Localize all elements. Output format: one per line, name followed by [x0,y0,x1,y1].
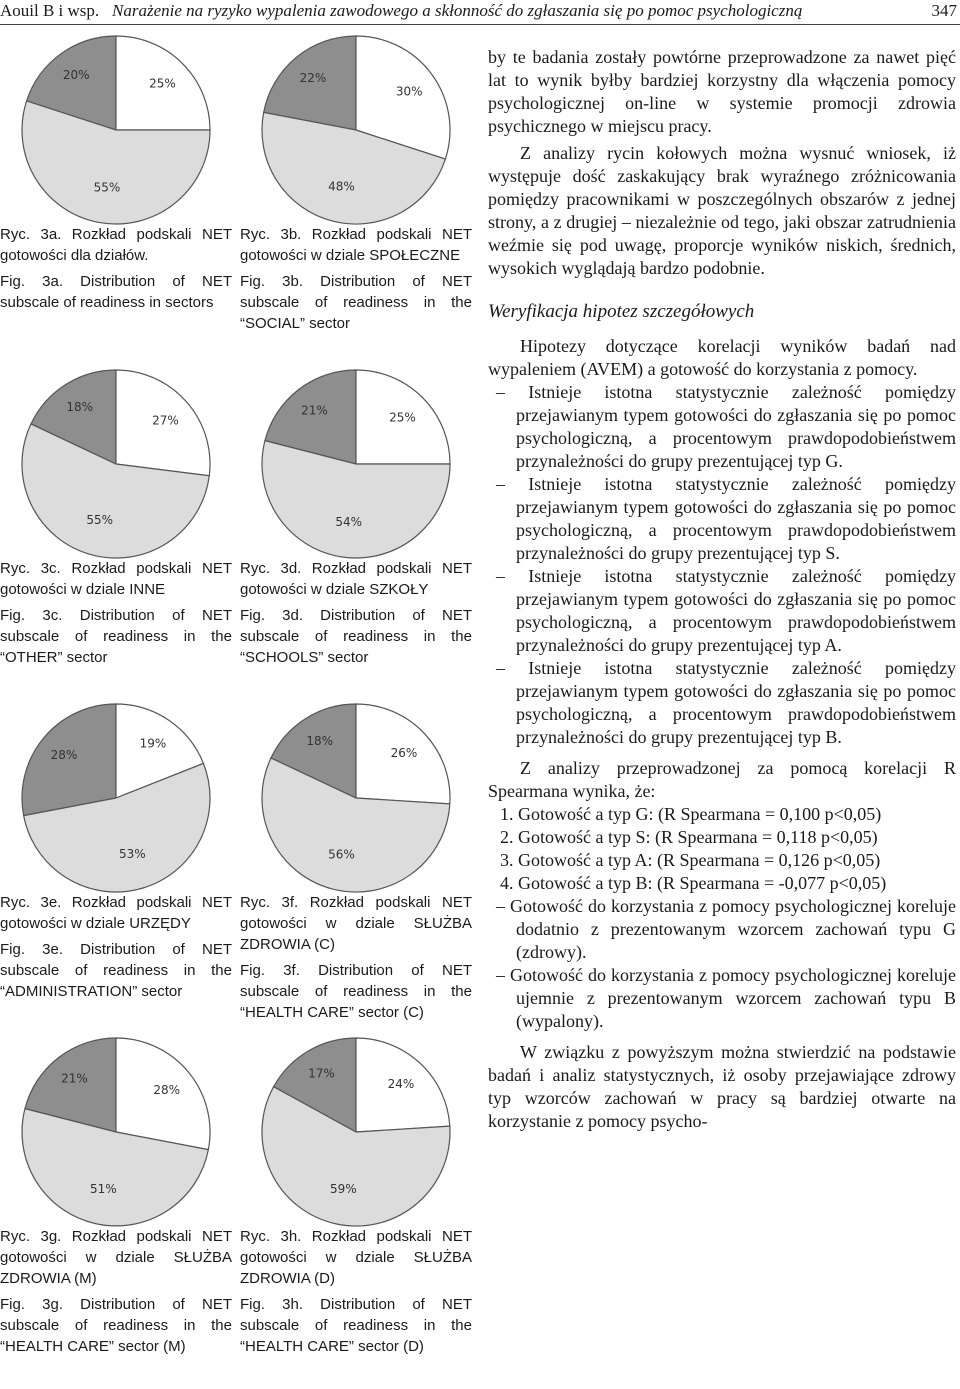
figure-caption [0,1226,232,1357]
caption-en: Fig. 3h. Distribution of NET subscale of readiness in the “HEALTH CARE” sector (D) [240,1296,472,1355]
results-list [488,803,956,895]
figure-caption [0,224,232,313]
figure-3h [240,1042,472,1357]
pie-slice-label: 30% [395,84,423,99]
pie-slice-label: 53% [118,847,146,861]
pie-slice-label: 56% [328,847,355,862]
pie-chart-3b [240,40,472,220]
pie-slice-label: 28% [50,747,78,762]
caption-en: Fig. 3f. Distribution of NET subscale of readiness in the “HEALTH CARE” sector (C) [240,962,472,1021]
list-item: – Istnieje istotna statystycznie zależność pomiędzy przejawianym typem gotowości do zgłaszania się po pomoc psychologiczną, a procentowym prawdopodobieństwem przynależności do grupy prezentującej typ A. [496,566,956,655]
pie-slice-label: 54% [335,514,363,529]
caption-en: Fig. 3b. Distribution of NET subscale of readiness in the “SOCIAL” sector [240,273,472,332]
figure-3g [0,1042,232,1357]
list-item: – Gotowość do korzystania z pomocy psychologicznej koreluje ujemnie z prezentowanym wzorcem zachowań typu B (wypalony). [496,965,956,1031]
hypotheses-list [488,381,956,749]
pie-chart-3f [240,708,472,888]
pie-chart-3c [0,374,232,554]
body-text-column [488,46,956,1133]
list-item: – Istnieje istotna statystycznie zależność pomiędzy przejawianym typem gotowości do zgłaszania się po pomoc psychologiczną, a procentowym prawdopodobieństwem przynależności do grupy prezentującej typ S. [496,474,956,563]
figure-3b [240,40,472,334]
pie-slice-label: 24% [387,1077,415,1091]
header-authors: Aouil B i wsp. [0,1,100,20]
paragraph: W związku z powyższym można stwierdzić na podstawie badań i analiz statystycznych, iż osoby przejawiające zdrowy typ wzorców zachowań w pracy są bardziej otwarte na korzystanie z pomocy psycho- [488,1042,956,1131]
caption-en: Fig. 3c. Distribution of NET subscale of readiness in the “OTHER” sector [0,607,232,666]
pie-chart-3d [240,374,472,554]
paragraph: Hipotezy dotyczące korelacji wyników badań nad wypaleniem (AVEM) a gotowość do korzystania z pomocy. [488,336,956,379]
pie-chart-3g [0,1042,232,1222]
pie-slice-label: 20% [62,68,90,83]
figure-3f [240,708,472,1023]
pie-slice-label: 27% [152,413,179,428]
pie-slice-label: 55% [93,180,121,195]
figure-caption [240,224,472,334]
page-number: 347 [931,1,957,20]
figure-caption [0,558,232,668]
list-item: 1. Gotowość a typ G: (R Spearmana = 0,100 p<0,05) [500,804,882,824]
figure-3e [0,708,232,1002]
figure-caption [240,892,472,1023]
paragraph: by te badania zostały powtórne przeprowadzone za nawet pięć lat to wynik byłby bardziej korzystny dla włączenia pomocy psychologicznej on-line w systemie promocji zdrowia psychicznego w miejscu pracy. [488,47,956,136]
pie-slice-label: 19% [139,736,167,751]
figure-caption [240,558,472,668]
pie-slice-label: 21% [301,403,328,418]
list-item: – Istnieje istotna statystycznie zależność pomiędzy przejawianym typem gotowości do zgłaszania się po pomoc psychologiczną, a procentowym prawdopodobieństwem przynależności do grupy prezentującej typ G. [496,382,956,471]
pie-slice-label: 18% [306,733,334,748]
caption-pl: Ryc. 3f. Rozkład podskali NET gotowości w dziale SŁUŻBA ZDROWIA (C) [240,894,472,953]
figure-3d [240,374,472,668]
caption-pl: Ryc. 3c. Rozkład podskali NET gotowości w dziale INNE [0,560,232,598]
caption-pl: Ryc. 3d. Rozkład podskali NET gotowości w dziale SZKOŁY [240,560,472,598]
caption-en: Fig. 3d. Distribution of NET subscale of readiness in the “SCHOOLS” sector [240,607,472,666]
pie-slice-label: 21% [61,1071,88,1086]
pie-slice-label: 59% [329,1181,357,1196]
paragraph: Z analizy rycin kołowych można wysnuć wniosek, iż występuje dość zaskakujący brak wyraźnego zróżnicowania pomiędzy pracownikami w poszczególnych obszarów z jednej strony, a z drugiej – niezależnie od tego, jaki obszar zatrudnienia weźmie się pod uwagę, proporcje wyników niskich, średnich, wysokich wyglądają bardzo podobnie. [488,143,956,278]
pie-chart-3a [0,40,232,220]
pie-slice-label: 51% [89,1181,117,1196]
list-item: 4. Gotowość a typ B: (R Spearmana = -0,077 p<0,05) [500,873,887,893]
pie-slice-label: 25% [389,410,416,425]
pie-slice-label: 55% [86,513,114,527]
pie-slice-label: 22% [299,70,327,85]
caption-pl: Ryc. 3h. Rozkład podskali NET gotowości w dziale SŁUŻBA ZDROWIA (D) [240,1228,472,1287]
pie-slice-label: 26% [390,746,418,760]
header-rule [0,24,960,25]
pie-chart-3h [240,1042,472,1222]
list-item: – Gotowość do korzystania z pomocy psychologicznej koreluje dodatnio z prezentowanym wzorcem zachowań typu G (zdrowy). [496,896,956,962]
caption-pl: Ryc. 3b. Rozkład podskali NET gotowości w dziale SPOŁECZNE [240,226,472,264]
list-item: 3. Gotowość a typ A: (R Spearmana = 0,126 p<0,05) [500,850,881,870]
list-item: 2. Gotowość a typ S: (R Spearmana = 0,118 p<0,05) [500,827,878,847]
conclusions-list [488,895,956,1033]
list-item: – Istnieje istotna statystycznie zależność pomiędzy przejawianym typem gotowości do zgłaszania się po pomoc psychologiczną, a procentowym prawdopodobieństwem przynależności do grupy prezentującej typ B. [496,658,956,747]
figure-caption [0,892,232,1002]
caption-pl: Ryc. 3g. Rozkład podskali NET gotowości w dziale SŁUŻBA ZDROWIA (M) [0,1228,232,1287]
caption-pl: Ryc. 3a. Rozkład podskali NET gotowości dla działów. [0,226,232,264]
caption-en: Fig. 3e. Distribution of NET subscale of readiness in the “ADMINISTRATION” sector [0,941,232,1000]
caption-pl: Ryc. 3e. Rozkład podskali NET gotowości w dziale URZĘDY [0,894,232,932]
running-header [0,0,960,30]
figure-3a [0,40,232,313]
header-title: Narażenie na ryzyko wypalenia zawodowego a skłonność do zgłaszania się po pomoc psychologiczną [112,1,803,20]
pie-slice-label: 28% [153,1083,181,1098]
figure-caption [240,1226,472,1357]
figure-3c [0,374,232,668]
section-heading: Weryfikacja hipotez szczegółowych [488,301,755,322]
pie-slice-label: 25% [149,76,176,91]
caption-en: Fig. 3a. Distribution of NET subscale of readiness in sectors [0,273,232,311]
paragraph: Z analizy przeprowadzonej za pomocą korelacji R Spearmana wynika, że: [488,758,956,801]
pie-slice-label: 17% [308,1066,335,1081]
pie-chart-3e [0,708,232,888]
pie-slice-label: 48% [328,179,355,194]
caption-en: Fig. 3g. Distribution of NET subscale of readiness in the “HEALTH CARE” sector (M) [0,1296,232,1355]
pie-slice-label: 18% [66,399,94,414]
